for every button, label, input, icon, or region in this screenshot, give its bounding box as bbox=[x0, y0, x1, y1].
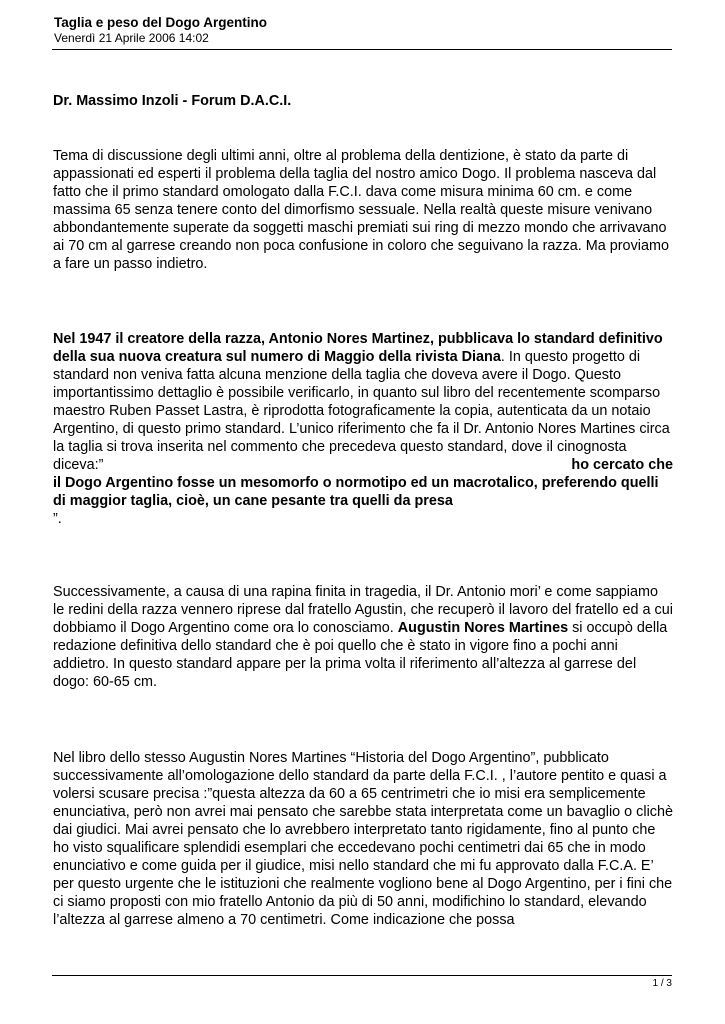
paragraph-3-text-b: si occupò della redazione definitiva dello standard che è poi quello che è stato in vigore fino a pochi anni addietro. In questo standard appare per la prima volta il riferimento all’altezza al garrese del dogo: 60-65 cm. bbox=[53, 620, 668, 690]
document-title: Taglia e peso del Dogo Argentino bbox=[54, 15, 268, 30]
header-divider bbox=[52, 49, 672, 50]
page-header bbox=[54, 14, 672, 46]
paragraph-2-bold-lead: Nel 1947 il creatore della razza, Antonio Nores Martinez, pubblicava lo standard definitivo della sua nuova creatura sul numero di Maggio della rivista Diana bbox=[53, 331, 663, 365]
author-line: Dr. Massimo Inzoli - Forum D.A.C.I. bbox=[53, 93, 292, 109]
page-number: 1 / 3 bbox=[652, 978, 672, 989]
paragraph-4: Nel libro dello stesso Augustin Nores Martines “Historia del Dogo Argentino”, pubblicato successivamente all’omologazione dello standard da parte della F.C.I. , l’autore pentito e quasi a volersi scusare precisa :”questa altezza da 60 a 65 centrimetri che io misi era semplicemente enunciativa, però non avrei mai pensato che sarebbe stata interpretata come un bavaglio o clichè dai giudici. Mai avrei pensato che lo avrebbero interpretato tanto rigidamente, fino al punto che ho visto squalificare splendidi esemplari che eccedevano pochi centimetri dai 65 che in modo enunciativo e come guida per il giudice, misi nello standard che mi fu approvato dalla F.C.A. E’ per questo urgente che le istituzioni che realmente vogliono bene al Dogo Argentino, per i fini che ci siamo proposti con mio fratello Antonio da più di 50 anni, modifichino lo standard, elevando l’altezza al garrese almeno a 70 centimetri. Come indicazione che possa bbox=[53, 750, 673, 928]
paragraph-3-text-a: Successivamente, a causa di una rapina finita in tragedia, il Dr. Antonio mori’ e come sappiamo le redini della razza vennero riprese dal fratello Agustin, che recuperò il lavoro del fratello ed a cui dobbiamo il Dogo Argentino come ora lo conosciamo. bbox=[53, 584, 673, 636]
paragraph-3-bold-name: Augustin Nores Martines bbox=[397, 620, 569, 636]
paragraph-2-text: . In questo progetto di standard non veniva fatta alcuna menzione della taglia che doveva avere il Dogo. Questo importantissimo dettaglio è possibile verificarlo, in quanto sul libro del recentemente scomparso maestro Ruben Passet Lastra, è riprodotta fotograficamente la copia, autenticata da un notaio Argentino, di questo primo standard. L’unico riferimento che fa il Dr. Antonio Nores Martines circa la taglia si trova inserita nel commento che precedeva questo standard, dove il cinognosta diceva:” bbox=[53, 349, 670, 473]
footer-divider bbox=[52, 975, 672, 976]
paragraph-2-quote-end: ”. bbox=[53, 511, 62, 527]
paragraph-2-quote: il Dogo Argentino fosse un mesomorfo o normotipo ed un macrotalico, preferendo quelli di maggior taglia, cioè, un cane pesante tra quelli da presa bbox=[53, 475, 659, 509]
document-date: Venerdì 21 Aprile 2006 14:02 bbox=[54, 31, 209, 45]
article-body bbox=[53, 92, 673, 928]
paragraph-3 bbox=[53, 583, 673, 691]
paragraph-1: Tema di discussione degli ultimi anni, oltre al problema della dentizione, è stato da parte di appassionati ed esperti il problema della taglia del nostro amico Dogo. Il problema nasceva dal fatto che il primo standard omologato dalla F.C.I. dava come misura minima 60 cm. e come massima 65 senza tenere conto del dimorfismo sessuale. Nella realtà queste misure venivano abbondantemente superate da soggetti maschi premiati sui ring di mezzo mondo che arrivavano ai 70 cm al garrese creando non poca confusione in coloro che seguivano la razza. Ma proviamo a fare un passo indietro. bbox=[53, 148, 669, 272]
paragraph-2 bbox=[53, 330, 673, 528]
paragraph-2-quote-start: ho cercato che bbox=[571, 457, 673, 473]
